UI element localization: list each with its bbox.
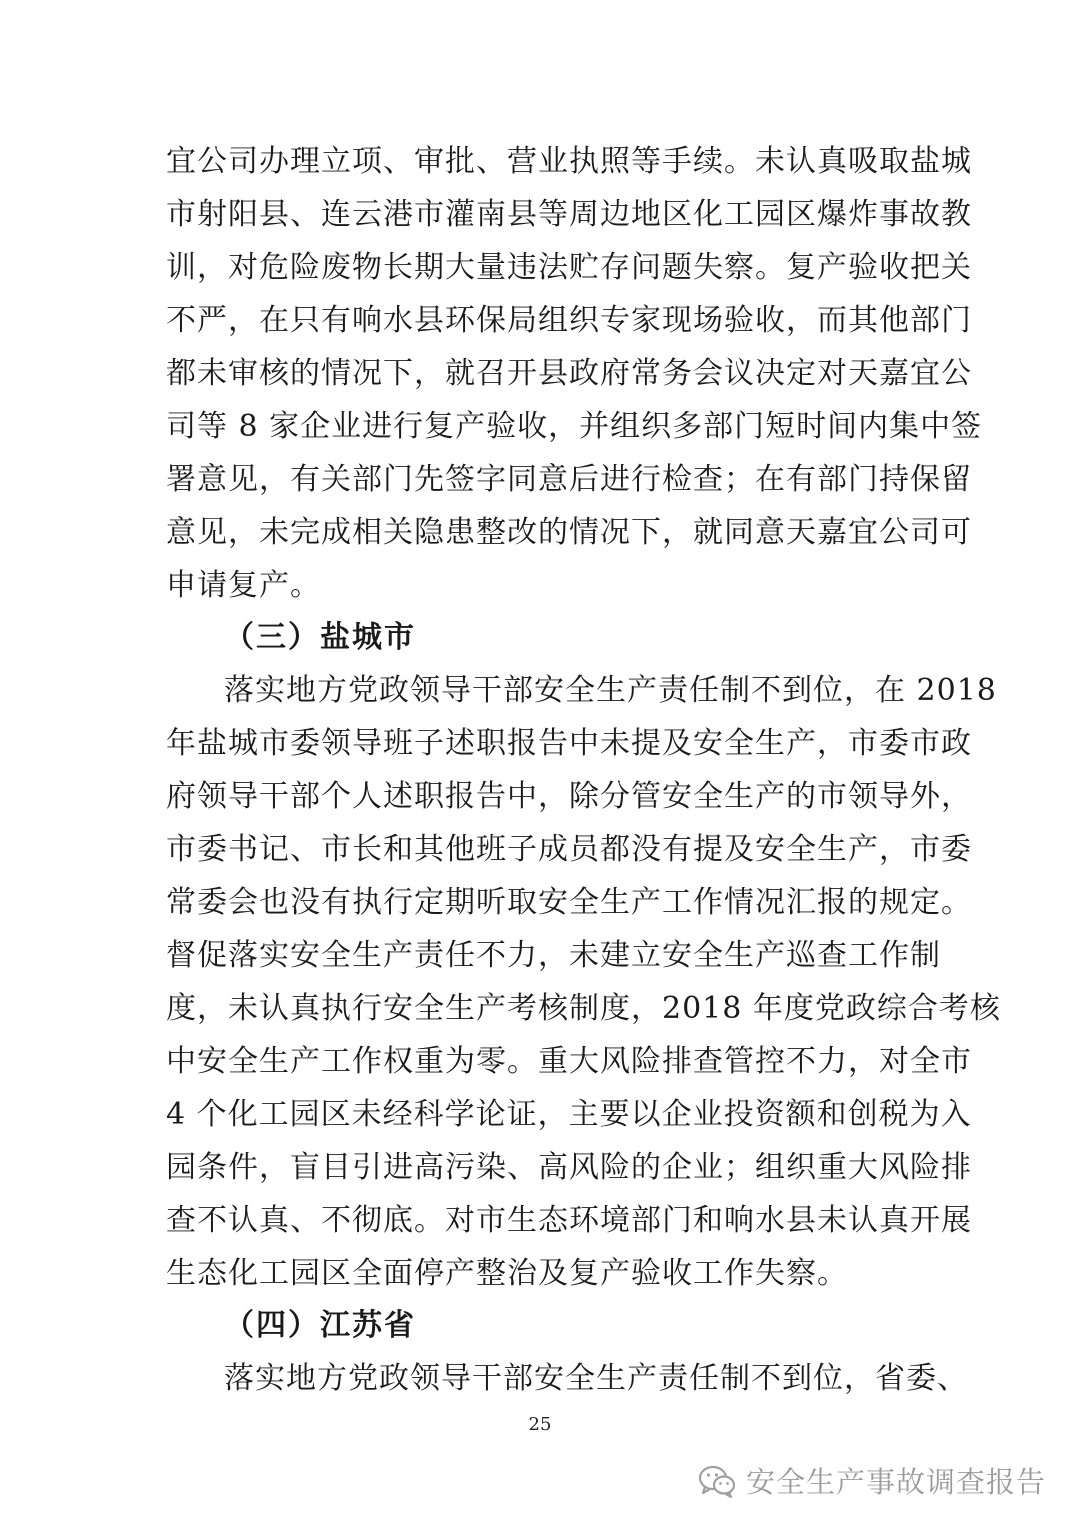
text-line: 中安全生产工作权重为零。重大风险排查管控不力，对全市 xyxy=(166,1044,972,1079)
text-line: 年盐城市委领导班子述职报告中未提及安全生产，市委市政 xyxy=(166,726,972,761)
text-line: 生态化工园区全面停产整治及复产验收工作失察。 xyxy=(166,1256,848,1291)
section-heading: （四）江苏省 xyxy=(224,1308,416,1343)
text-line: 督促落实安全生产责任不力，未建立安全生产巡查工作制 xyxy=(166,938,941,973)
text-line: 司等 8 家企业进行复产验收，并组织多部门短时间内集中签 xyxy=(166,409,983,444)
text-line: 宜公司办理立项、审批、营业执照等手续。未认真吸取盐城 xyxy=(166,144,972,179)
text-line: 落实地方党政领导干部安全生产责任制不到位，在 2018 xyxy=(224,673,997,708)
watermark xyxy=(698,1460,1046,1504)
text-line: 训，对危险废物长期大量违法贮存问题失察。复产验收把关 xyxy=(166,250,972,285)
section-heading: （三）盐城市 xyxy=(224,620,416,655)
watermark-text: 安全生产事故调查报告 xyxy=(745,1465,1046,1499)
text-line: 府领导干部个人述职报告中，除分管安全生产的市领导外， xyxy=(166,779,972,814)
text-line: 不严，在只有响水县环保局组织专家现场验收，而其他部门 xyxy=(166,303,972,338)
text-line: 意见，未完成相关隐患整改的情况下，就同意天嘉宜公司可 xyxy=(166,515,972,550)
text-line: 度，未认真执行安全生产考核制度，2018 年度党政综合考核 xyxy=(166,991,1001,1026)
text-line: 园条件，盲目引进高污染、高风险的企业；组织重大风险排 xyxy=(166,1150,972,1185)
text-line: 署意见，有关部门先签字同意后进行检查；在有部门持保留 xyxy=(166,462,972,497)
text-line: 落实地方党政领导干部安全生产责任制不到位，省委、 xyxy=(224,1361,968,1396)
text-line: 市委书记、市长和其他班子成员都没有提及安全生产，市委 xyxy=(166,832,972,867)
text-line: 常委会也没有执行定期听取安全生产工作情况汇报的规定。 xyxy=(166,885,972,920)
text-line: 市射阳县、连云港市灌南县等周边地区化工园区爆炸事故教 xyxy=(166,197,972,232)
page-number: 25 xyxy=(528,1414,552,1435)
wechat-icon xyxy=(698,1465,736,1499)
text-line: 查不认真、不彻底。对市生态环境部门和响水县未认真开展 xyxy=(166,1203,972,1238)
text-line: 都未审核的情况下，就召开县政府常务会议决定对天嘉宜公 xyxy=(166,356,972,391)
text-line: 4 个化工园区未经科学论证，主要以企业投资额和创税为入 xyxy=(166,1097,972,1132)
text-line: 申请复产。 xyxy=(166,568,321,603)
